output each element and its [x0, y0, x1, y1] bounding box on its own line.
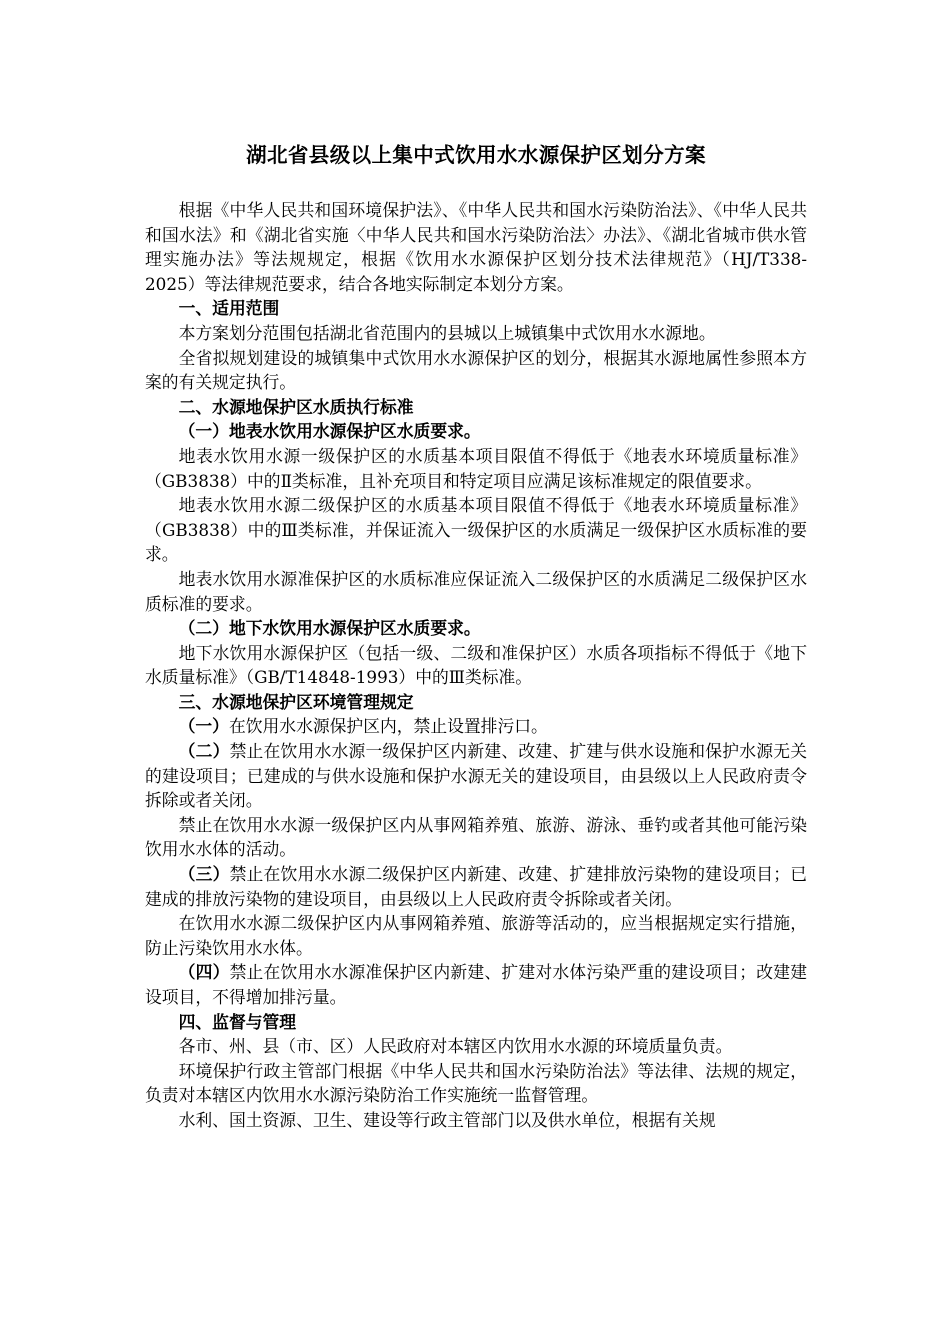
document-page — [145, 140, 807, 1133]
section-4-heading: 四、监督与管理 — [178, 1011, 297, 1032]
section-4-paragraph-1: 各市、州、县（市、区）人民政府对本辖区内饮用水水源的环境质量负责。 — [178, 1036, 733, 1057]
section-3-item-4-label: （四） — [178, 962, 230, 983]
section-3-item-3 — [145, 862, 807, 911]
section-3-item-2-text: 禁止在饮用水水源一级保护区内新建、改建、扩建与供水设施和保护水源无关的建设项目；已建成的与供水设施和保护水源无关的建设项目，由县级以上人民政府责令拆除或者关闭。 — [145, 741, 807, 811]
section-2-paragraph-1: 地表水饮用水源一级保护区的水质基本项目限值不得低于《地表水环境质量标准》（GB3838）中的Ⅱ类标准，且补充项目和特定项目应满足该标准规定的限值要求。 — [145, 445, 807, 491]
section-2-heading: 二、水源地保护区水质执行标准 — [178, 396, 414, 417]
intro-paragraph: 根据《中华人民共和国环境保护法》、《中华人民共和国水污染防治法》、《中华人民共和国水法》和《湖北省实施〈中华人民共和国水污染防治法〉办法》、《湖北省城市供水管理实施办法》等法规规定，根据《饮用水水源保护区划分技术法律规范》（HJ/T338-2025）等法律规范要求，结合各地实际制定本划分方案。 — [145, 200, 807, 294]
section-1-paragraph-1: 本方案划分范围包括湖北省范围内的县城以上城镇集中式饮用水水源地。 — [178, 322, 716, 343]
section-3-item-3-label: （三） — [178, 864, 230, 885]
section-3-heading: 三、水源地保护区环境管理规定 — [178, 691, 414, 712]
section-2-subheading-2: （二）地下水饮用水源保护区水质要求。 — [178, 618, 481, 639]
section-3-item-1-text: 在饮用水水源保护区内，禁止设置排污口。 — [228, 716, 548, 737]
section-4-paragraph-2: 环境保护行政主管部门根据《中华人民共和国水污染防治法》等法律、法规的规定，负责对本辖区内饮用水水源污染防治工作实施统一监督管理。 — [145, 1060, 807, 1106]
section-3-paragraph-2: 在饮用水水源二级保护区内从事网箱养殖、旅游等活动的，应当根据规定实行措施，防止污染饮用水水体。 — [145, 913, 807, 958]
section-2-subheading-1: （一）地表水饮用水源保护区水质要求。 — [178, 421, 481, 442]
section-3-item-1 — [145, 714, 807, 739]
section-3-item-3-text: 禁止在饮用水水源二级保护区内新建、改建、扩建排放污染物的建设项目；已建成的排放污染物的建设项目，由县级以上人民政府责令拆除或者关闭。 — [145, 864, 807, 909]
section-3-item-4 — [145, 960, 807, 1009]
section-3-paragraph-1: 禁止在饮用水水源一级保护区内从事网箱养殖、旅游、游泳、垂钓或者其他可能污染饮用水水体的活动。 — [145, 814, 807, 860]
section-3-item-4-text: 禁止在饮用水水源准保护区内新建、扩建对水体污染严重的建设项目；改建建设项目，不得增加排污量。 — [145, 962, 807, 1007]
section-2-paragraph-3: 地表水饮用水源准保护区的水质标准应保证流入二级保护区的水质满足二级保护区水质标准的要求。 — [145, 568, 807, 614]
section-1-heading: 一、适用范围 — [178, 298, 280, 319]
section-3-item-1-label: （一） — [178, 716, 229, 737]
section-4-paragraph-3: 水利、国土资源、卫生、建设等行政主管部门以及供水单位，根据有关规 — [178, 1109, 716, 1130]
document-title: 湖北省县级以上集中式饮用水水源保护区划分方案 — [246, 143, 706, 167]
section-3-item-2-label: （二） — [178, 741, 230, 762]
section-3-item-2 — [145, 739, 807, 813]
section-1-paragraph-2: 全省拟规划建设的城镇集中式饮用水水源保护区的划分，根据其水源地属性参照本方案的有关规定执行。 — [145, 347, 807, 393]
section-2-paragraph-4: 地下水饮用水源保护区（包括一级、二级和准保护区）水质各项指标不得低于《地下水质量标准》（GB/T14848-1993）中的Ⅲ类标准。 — [145, 642, 807, 688]
section-2-paragraph-2: 地表水饮用水源二级保护区的水质基本项目限值不得低于《地表水环境质量标准》（GB3838）中的Ⅲ类标准，并保证流入一级保护区的水质满足一级保护区水质标准的要求。 — [145, 495, 807, 565]
